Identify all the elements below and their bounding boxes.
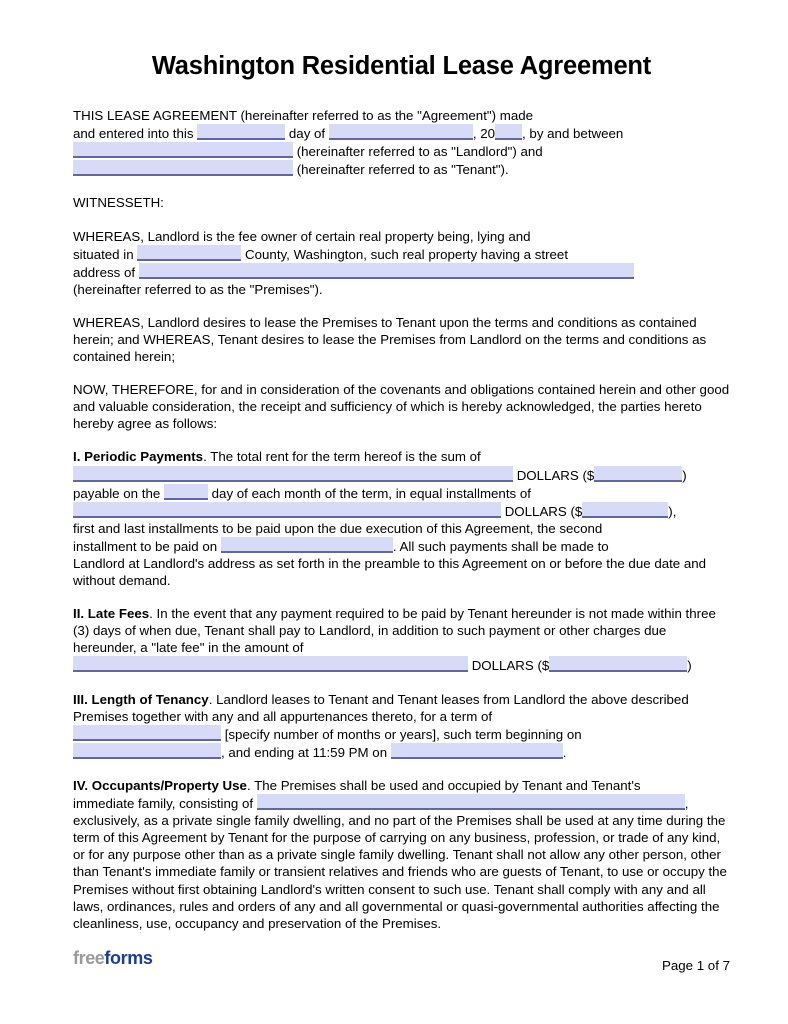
section-1-text-6: DOLLARS ($	[504, 503, 583, 519]
installment-words-blank[interactable]	[73, 502, 501, 518]
preamble-line-2-c: , 20	[472, 126, 496, 142]
section-3-number: III.	[73, 691, 88, 707]
section-1-text-3: )	[682, 467, 687, 483]
term-length-blank[interactable]	[73, 725, 221, 741]
whereas-lease-paragraph: WHEREAS, Landlord desires to lease the Premises to Tenant upon the terms and conditions as contained herein; and WHEREAS, Tenant desires to lease the Premises from Landlord on the terms and conditions as contained herein;	[73, 314, 707, 365]
section-2-text-3: )	[687, 658, 692, 674]
landlord-name-blank[interactable]	[73, 142, 293, 158]
preamble-line-1: THIS LEASE AGREEMENT (hereinafter referred to as the "Agreement") made	[73, 108, 534, 124]
section-1-text-10: . All such payments shall be made to	[392, 538, 609, 554]
section-4-number: IV.	[73, 777, 89, 793]
tenant-name-blank[interactable]	[73, 160, 293, 176]
section-1-dollars-2	[505, 504, 677, 519]
section-3-text-4: .	[562, 744, 567, 760]
section-1-number: I.	[73, 449, 81, 465]
logo-text-forms: forms	[104, 948, 153, 968]
section-4-text-3: ,	[684, 796, 689, 812]
second-installment-date-blank[interactable]	[221, 537, 393, 553]
late-fee-amount-blank[interactable]	[549, 656, 687, 672]
preamble-line-2-b: day of	[288, 126, 326, 142]
section-4-text-2: immediate family, consisting of	[73, 796, 254, 812]
street-address-blank[interactable]	[139, 263, 634, 279]
section-2-number: II.	[73, 606, 85, 622]
month-blank[interactable]	[329, 124, 473, 140]
section-1-text-5: day of each month of the term, in equal installments of	[211, 485, 531, 501]
total-rent-words-blank[interactable]	[73, 466, 513, 482]
document-body	[73, 52, 730, 948]
section-2-dollars	[472, 658, 692, 673]
whereas-1-line-2-b: County, Washington, such real property having a street	[245, 246, 569, 262]
section-3-text-1: . Landlord leases to Tenant and Tenant leases from Landlord the above described Premises together with any and all appurtenances thereto, for a term of	[73, 691, 689, 724]
year-blank[interactable]	[495, 124, 522, 140]
whereas-1-line-4: (hereinafter referred to as the "Premises").	[73, 281, 323, 297]
section-1-text-8: first and last installments to be paid upon the due execution of this Agreement, the second	[73, 520, 603, 536]
whereas-property-paragraph	[73, 228, 730, 298]
section-1-text-11: Landlord at Landlord's address as set forth in the preamble to this Agreement on or before the due date and without demand.	[73, 556, 707, 589]
preamble-line-2-a: and entered into this	[73, 126, 194, 142]
section-1-dollars-1	[517, 468, 687, 483]
section-2-heading: Late Fees	[87, 606, 150, 622]
page-title: Washington Residential Lease Agreement	[151, 52, 652, 80]
total-rent-amount-blank[interactable]	[594, 466, 682, 482]
section-periodic-payments	[73, 448, 730, 589]
section-1-text-4: payable on the	[73, 485, 161, 501]
section-2-text-2: DOLLARS ($	[471, 658, 550, 674]
section-4-text-4: exclusively, as a private single family dwelling, and no part of the Premises shall be used at any time during the term of this Agreement by Tenant for the purpose of carrying on any business, profession, or trade of any kind, or for any purpose other than as a private single family dwelling. Tenant shall not allow any other person, other than Tenant's immediate family or transient relatives and friends who are guests of Tenant, to use or occupy the Premises without first obtaining Landlord's written consent to such use. Tenant shall comply with any and all laws, ordinances, rules and orders of any and all governmental or quasi-governmental authorities affecting the cleanliness, use, occupancy and preservation of the Premises.	[73, 813, 727, 931]
logo-text-free: free	[73, 948, 105, 968]
section-3-heading: Length of Tenancy	[91, 691, 209, 707]
term-end-date-blank[interactable]	[391, 743, 563, 759]
section-1-heading: Periodic Payments	[84, 449, 204, 465]
whereas-1-line-3-a: address of	[73, 264, 136, 280]
section-late-fees	[73, 605, 730, 674]
witnesseth-label: WITNESSETH:	[73, 195, 164, 211]
section-3-text-2: [specify number of months or years], such term beginning on	[224, 726, 582, 742]
freeforms-logo	[73, 948, 152, 969]
section-1-text-2: DOLLARS ($	[516, 467, 595, 483]
section-2-text-1: . In the event that any payment required to be paid by Tenant hereunder is not made within three (3) days of when due, Tenant shall pay to Landlord, in addition to such payment or other charges due hereunder, a "late fee" in the amount of	[73, 606, 716, 656]
preamble-paragraph	[73, 107, 730, 178]
installment-amount-blank[interactable]	[582, 502, 668, 518]
preamble-line-4: (hereinafter referred to as "Tenant").	[296, 162, 509, 178]
whereas-1-line-1: WHEREAS, Landlord is the fee owner of certain real property being, lying and	[73, 228, 531, 244]
section-1-text-9: installment to be paid on	[73, 538, 218, 554]
county-blank[interactable]	[137, 245, 241, 261]
section-1-text-7: ),	[668, 503, 677, 519]
page-footer	[73, 944, 730, 984]
preamble-line-3: (hereinafter referred to as "Landlord") and	[296, 144, 543, 160]
section-3-text-3: , and ending at 11:59 PM on	[221, 744, 388, 760]
page-number: Page 1 of 7	[661, 958, 730, 973]
now-therefore-paragraph: NOW, THEREFORE, for and in consideration of the covenants and obligations contained herein and other good and valuable consideration, the receipt and sufficiency of which is hereby acknowledged, the parties hereto hereby agree as follows:	[73, 382, 730, 432]
day-blank[interactable]	[197, 124, 285, 140]
occupants-blank[interactable]	[257, 794, 685, 810]
whereas-1-line-2-a: situated in	[73, 246, 134, 262]
section-4-text-1: . The Premises shall be used and occupied by Tenant and Tenant's	[246, 777, 641, 793]
section-occupants-property-use	[73, 777, 730, 932]
preamble-line-2-d: , by and between	[522, 126, 624, 142]
term-start-date-blank[interactable]	[73, 743, 221, 759]
section-1-text-1: . The total rent for the term hereof is the sum of	[203, 449, 481, 465]
payment-day-blank[interactable]	[164, 484, 208, 500]
section-4-heading: Occupants/Property Use	[91, 777, 247, 793]
late-fee-words-blank[interactable]	[73, 656, 468, 672]
section-length-of-tenancy	[73, 691, 730, 761]
